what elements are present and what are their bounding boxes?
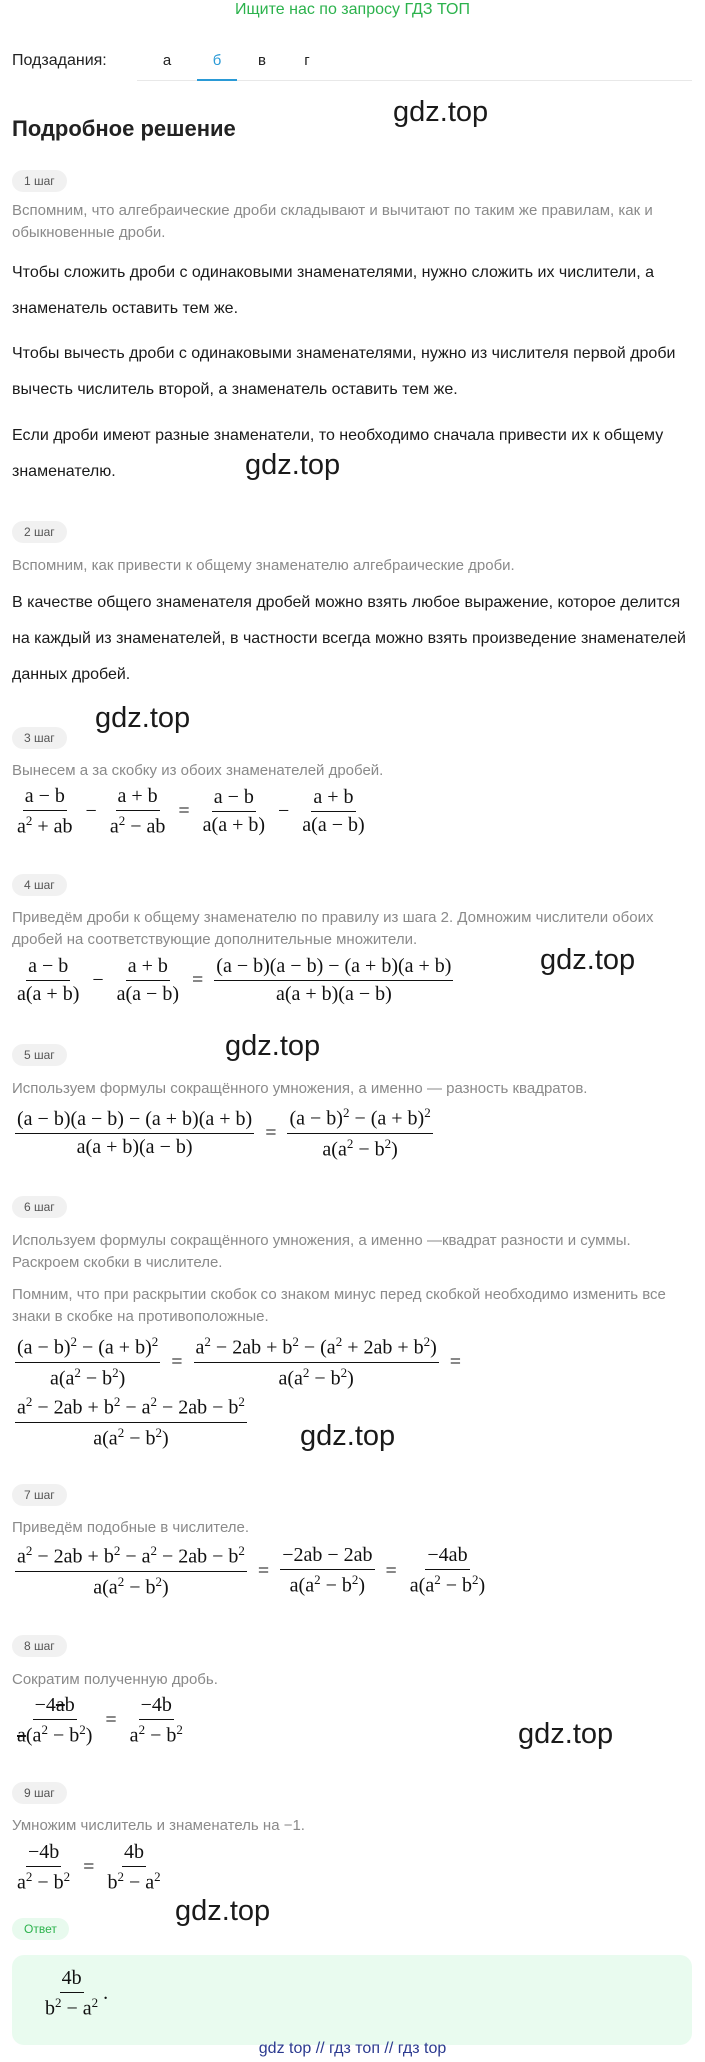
step-badge: 6 шаг bbox=[12, 1196, 67, 1218]
subtasks-label: Подзадания: bbox=[12, 52, 107, 69]
tab-b[interactable]: б bbox=[197, 52, 237, 81]
step-hint: Приведём подобные в числителе. bbox=[12, 1519, 250, 1536]
watermark: gdz.top bbox=[393, 96, 489, 128]
step-badge: 1 шаг bbox=[12, 170, 67, 192]
watermark: gdz.top bbox=[175, 1895, 271, 1927]
watermark: gdz.top bbox=[225, 1030, 321, 1062]
formula-step-4: a − b a(a + b) − $\frac{a + b}{a(a - b)}$ = $\frac{(a - b)(a - b) - (a + b)(a + b)}{a(a + b)(a - b)}$ bbox=[17, 955, 452, 1005]
watermark: gdz.top bbox=[518, 1718, 614, 1750]
formula-step-3: a − b $a^2$ + ab − $\frac{a + b}{a^2 - ab}$ = $\frac{a - b}{a(a + b)}$ − $\frac{a + b}{a(a - b)}$ bbox=[17, 785, 365, 838]
tab-a[interactable]: а bbox=[162, 52, 172, 69]
step-text: Чтобы вычесть дроби с одинаковыми знаменателями, нужно из числителя первой дроби вычесть числитель второй, а знаменатель оставить тем же. bbox=[12, 345, 676, 398]
step-badge: 8 шаг bbox=[12, 1635, 67, 1657]
watermark: gdz.top bbox=[540, 944, 636, 976]
step-hint: Сократим полученную дробь. bbox=[12, 1671, 218, 1688]
step-text: В качестве общего знаменателя дробей можно взять любое выражение, которое делится на каждый из знаменателей, в частности всегда можно взять произведение знаменателей данных дробей. bbox=[12, 594, 686, 683]
formula-step-8: $\frac{-4ab}{a(a^2 - b^2)}$ = $\frac{-4b}{a^2 - b^2}$ bbox=[17, 1694, 183, 1747]
step-hint: Вспомним, что алгебраические дроби складывают и вычитают по таким же правилам, как и обыкновенные дроби. bbox=[12, 202, 653, 241]
formula-step-9: $\frac{-4b}{a^2 - b^2}$ = $\frac{4b}{b^2 - a^2}$ bbox=[17, 1841, 161, 1894]
formula-step-6a: $\frac{(a - b)^2 - (a + b)^2}{a(a^2 - b^2)}$ = $\frac{a^2 - 2ab + b^2 - (a^2 + 2ab + b^2)}{a(a^2 - b^2)}$ = bbox=[17, 1334, 462, 1390]
formula-step-7: $\frac{a^2 - 2ab + b^2 - a^2 - 2ab - b^2}{a(a^2 - b^2)}$ = $\frac{-2ab - 2ab}{a(a^2 - b^2)}$ = $\frac{-4ab}{a(a^2 - b^2)}$ bbox=[17, 1543, 486, 1599]
answer-formula: 4b $b^2 - a^2$ . bbox=[45, 1967, 109, 2020]
step-badge: 5 шаг bbox=[12, 1044, 67, 1066]
step-hint: Вынесем a за скобку из обоих знаменателей дробей. bbox=[12, 762, 384, 779]
tab-g[interactable]: г bbox=[304, 52, 310, 69]
watermark: gdz.top bbox=[300, 1420, 396, 1452]
page-title: Подробное решение bbox=[12, 116, 236, 141]
step-badge: 9 шаг bbox=[12, 1782, 67, 1804]
answer-box bbox=[12, 1955, 692, 2045]
step-badge: 3 шаг bbox=[12, 727, 67, 749]
step-hint: Помним, что при раскрытии скобок со знаком минус перед скобкой необходимо изменить все знаки в скобке на противоположные. bbox=[12, 1286, 666, 1325]
subtask-tabs bbox=[137, 48, 692, 81]
step-hint: Вспомним, как привести к общему знаменателю алгебраические дроби. bbox=[12, 557, 515, 574]
step-badge: 4 шаг bbox=[12, 874, 67, 896]
answer-badge: Ответ bbox=[12, 1918, 69, 1940]
watermark: gdz.top bbox=[95, 702, 191, 734]
tab-v[interactable]: в bbox=[258, 52, 266, 69]
step-badge: 2 шаг bbox=[12, 521, 67, 543]
formula-step-6b: $a^2 - 2ab + b^2 - a^2 - 2ab - b^2$ $a(a^2 - b^2)$ bbox=[17, 1394, 245, 1450]
step-hint: Используем формулы сокращённого умножения, а именно —квадрат разности и суммы. Раскроем скобки в числителе. bbox=[12, 1232, 631, 1271]
watermark: gdz.top bbox=[245, 449, 341, 481]
step-text: Если дроби имеют разные знаменатели, то необходимо сначала привести их к общему знаменателю. bbox=[12, 427, 664, 480]
formula-step-5: $\frac{(a - b)(a - b) - (a + b)(a + b)}{a(a + b)(a - b)}$ = $\frac{(a - b)^2 - (a + b)^2}{a(a^2 - b^2)}$ bbox=[17, 1105, 431, 1161]
footer-links[interactable]: gdz top // гдз топ // гдз top bbox=[258, 2040, 447, 2057]
step-hint: Приведём дроби к общему знаменателю по правилу из шага 2. Домножим числители обоих дробей на соответствующие дополнительные множители. bbox=[12, 909, 654, 948]
step-text: Чтобы сложить дроби с одинаковыми знаменателями, нужно сложить их числители, а знаменатель оставить тем же. bbox=[12, 264, 655, 317]
step-hint: Умножим числитель и знаменатель на −1. bbox=[12, 1817, 305, 1834]
search-banner: Ищите нас по запросу ГДЗ ТОП bbox=[235, 1, 470, 18]
subtasks-bar bbox=[12, 48, 692, 82]
step-badge: 7 шаг bbox=[12, 1484, 67, 1506]
step-hint: Используем формулы сокращённого умножения, а именно — разность квадратов. bbox=[12, 1080, 588, 1097]
